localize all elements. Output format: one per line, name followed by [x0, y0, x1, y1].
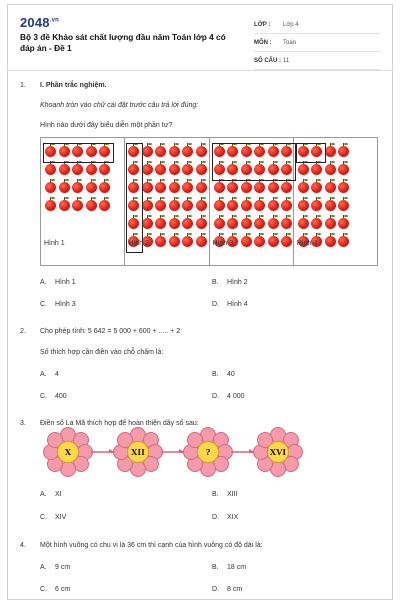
option-letter: A. [40, 279, 47, 286]
apple-icon [298, 164, 309, 175]
apple-icon [214, 182, 225, 193]
apple-icon [169, 146, 180, 157]
section-heading: I. Phần trắc nghiệm. [40, 82, 107, 89]
question-subtext: Số thích hợp cần điền vào chỗ chấm là: [40, 349, 164, 356]
selection-box [126, 143, 143, 253]
option-letter: D. [212, 301, 219, 308]
apple-icon [182, 164, 193, 175]
apple-icon [311, 182, 322, 193]
meta-row-count [254, 52, 380, 70]
option-text: 4 [55, 371, 59, 378]
question-text: Hình nào dưới đây biểu diễn một phần tư? [40, 122, 173, 129]
apple-icon [45, 164, 56, 175]
apple-icon [241, 218, 252, 229]
apple-icon [227, 182, 238, 193]
figure-4 [294, 138, 377, 265]
meta-value: 11 [283, 57, 290, 64]
apple-icon [59, 182, 70, 193]
selection-box [43, 143, 114, 163]
apple-icon [338, 200, 349, 211]
apple-icon [142, 218, 153, 229]
option-letter: D. [212, 393, 219, 400]
figures-table [40, 137, 378, 266]
instruction-text: Khoanh tròn vào chữ cái đặt trước câu trả lời đúng: [40, 102, 199, 109]
option-b[interactable] [212, 491, 238, 498]
selection-box [212, 143, 296, 181]
option-text: XI [55, 491, 62, 498]
question-text: Điền số La Mã thích hợp để hoàn thiện dãy số sau: [40, 420, 199, 427]
apple-icon [254, 200, 265, 211]
apple-icon [182, 236, 193, 247]
flower-numeral: ? [197, 441, 219, 463]
flower-2 [114, 428, 162, 476]
option-text: 40 [227, 371, 235, 378]
apple-icon [325, 236, 336, 247]
flower-numeral: XII [127, 441, 149, 463]
apple-icon [196, 146, 207, 157]
apple-icon [155, 218, 166, 229]
apple-icon [155, 164, 166, 175]
option-text: 9 cm [55, 564, 71, 571]
apple-icon [155, 146, 166, 157]
option-a[interactable] [40, 371, 59, 378]
arrow-icon [231, 449, 255, 453]
apple-icon [169, 218, 180, 229]
apple-icon [155, 182, 166, 193]
option-letter: C. [40, 393, 47, 400]
apple-icon [182, 218, 193, 229]
apple-icon [86, 182, 97, 193]
option-a[interactable] [40, 279, 76, 286]
apple-icon [325, 200, 336, 211]
option-text: Hình 1 [55, 279, 76, 286]
option-d[interactable] [212, 393, 245, 400]
apple-icon [268, 200, 279, 211]
meta-row-subject [254, 34, 380, 52]
option-c[interactable] [40, 514, 66, 521]
option-letter: B. [212, 564, 219, 571]
option-letter: D. [212, 586, 219, 593]
apple-icon [155, 236, 166, 247]
apple-icon [196, 218, 207, 229]
apple-icon [169, 236, 180, 247]
apple-icon [196, 236, 207, 247]
option-letter: B. [212, 371, 219, 378]
apple-icon [169, 182, 180, 193]
apple-icon [99, 200, 110, 211]
question-number: 1. [20, 82, 26, 89]
question-text: Một hình vuông có chu vi là 36 cm thì cạnh của hình vuông có độ dài là: [40, 542, 263, 549]
apple-icon [254, 182, 265, 193]
option-text: 400 [55, 393, 67, 400]
apple-icon [196, 182, 207, 193]
apple-icon [59, 200, 70, 211]
flower-1 [44, 428, 92, 476]
option-letter: C. [40, 586, 47, 593]
option-text: Hình 2 [227, 279, 248, 286]
apple-icon [298, 218, 309, 229]
apple-icon [338, 182, 349, 193]
option-c[interactable] [40, 586, 70, 593]
option-letter: A. [40, 491, 47, 498]
option-text: 6 cm [55, 586, 71, 593]
apple-icon [281, 218, 292, 229]
selection-box [296, 143, 326, 163]
option-b[interactable] [212, 564, 246, 571]
apple-icon [169, 164, 180, 175]
apple-icon [142, 200, 153, 211]
question-number: 2. [20, 328, 26, 335]
option-text: 18 cm [227, 564, 247, 571]
logo-text: 2048 [20, 15, 50, 30]
option-text: 8 cm [227, 586, 243, 593]
apple-icon [155, 200, 166, 211]
apple-icon [142, 146, 153, 157]
figure-1 [41, 138, 125, 265]
apple-icon [214, 200, 225, 211]
option-text: 4 000 [227, 393, 245, 400]
option-letter: A. [40, 371, 47, 378]
option-b[interactable] [212, 371, 235, 378]
apple-icon [311, 200, 322, 211]
apple-icon [254, 218, 265, 229]
apple-icon [241, 236, 252, 247]
figure-2 [125, 138, 209, 265]
apple-icon [142, 182, 153, 193]
meta-key: LỚP : [254, 21, 271, 28]
option-letter: B. [212, 279, 219, 286]
apple-icon [214, 218, 225, 229]
apple-icon [338, 236, 349, 247]
apple-icon [268, 182, 279, 193]
apple-icon [72, 200, 83, 211]
apple-icon [142, 164, 153, 175]
option-d[interactable] [212, 301, 248, 308]
apple-icon [311, 164, 322, 175]
apple-icon [325, 164, 336, 175]
option-d[interactable] [212, 514, 238, 521]
apple-icon [241, 200, 252, 211]
apple-icon [298, 200, 309, 211]
apple-icon [45, 182, 56, 193]
apple-icon [86, 200, 97, 211]
meta-row-class [254, 16, 380, 34]
flower-numeral: X [57, 441, 79, 463]
meta-key: SỐ CÂU : [254, 57, 281, 64]
question-number: 4. [20, 542, 26, 549]
apple-icon [45, 200, 56, 211]
apple-icon [196, 200, 207, 211]
apple-icon [196, 164, 207, 175]
meta-value: Lớp 4 [283, 21, 299, 28]
apple-icon [59, 164, 70, 175]
arrow-icon [91, 449, 115, 453]
header-divider [7, 70, 393, 71]
apple-icon [72, 182, 83, 193]
option-letter: C. [40, 514, 47, 521]
option-letter: A. [40, 564, 47, 571]
question-text: Cho phép tính: 5 642 = 5 000 + 600 + ..... + 2 [40, 328, 181, 335]
apple-icon [182, 146, 193, 157]
apple-icon [281, 182, 292, 193]
apple-icon [325, 146, 336, 157]
option-letter: D. [212, 514, 219, 521]
apple-icon [227, 200, 238, 211]
figure-label: Hình 2 [128, 240, 149, 247]
option-a[interactable] [40, 564, 70, 571]
apple-icon [241, 182, 252, 193]
apple-icon [254, 236, 265, 247]
option-b[interactable] [212, 279, 248, 286]
figure-label: Hình 3 [212, 240, 234, 247]
apple-icon [311, 218, 322, 229]
logo-suffix: .vn [49, 17, 60, 24]
page-title: Bộ 3 đề Khảo sát chất lượng đầu năm Toán lớp 4 có đáp án - Đề 1 [20, 32, 226, 53]
option-text: XIX [227, 514, 239, 521]
option-letter: B. [212, 491, 219, 498]
apple-icon [86, 164, 97, 175]
option-d[interactable] [212, 586, 242, 593]
apple-icon [268, 218, 279, 229]
apple-icon [281, 236, 292, 247]
question-number: 3. [20, 420, 26, 427]
arrow-icon [161, 449, 185, 453]
figure-3 [210, 138, 294, 265]
option-text: XIV [55, 514, 67, 521]
option-c[interactable] [40, 301, 76, 308]
option-text: Hình 4 [227, 301, 248, 308]
apple-icon [325, 218, 336, 229]
option-letter: C. [40, 301, 47, 308]
figure-label: Hình 4 [296, 240, 318, 247]
meta-table [254, 16, 380, 70]
apple-icon [72, 164, 83, 175]
apple-icon [268, 236, 279, 247]
apple-icon [298, 182, 309, 193]
apple-icon [169, 200, 180, 211]
flower-numeral: XVI [267, 441, 289, 463]
option-a[interactable] [40, 491, 62, 498]
option-c[interactable] [40, 393, 67, 400]
figure-label: Hình 1 [44, 240, 65, 247]
apple-icon [281, 200, 292, 211]
flower-3 [184, 428, 232, 476]
roman-numeral-sequence [44, 428, 304, 480]
apple-icon [338, 218, 349, 229]
apple-icon [99, 182, 110, 193]
apple-icon [182, 182, 193, 193]
option-text: Hình 3 [55, 301, 76, 308]
apple-icon [338, 164, 349, 175]
apple-icon [227, 218, 238, 229]
meta-key: MÔN : [254, 39, 272, 46]
apple-icon [182, 200, 193, 211]
site-logo[interactable] [20, 15, 59, 30]
meta-value: Toán [283, 39, 297, 46]
apple-icon [325, 182, 336, 193]
option-text: XIII [227, 491, 238, 498]
apple-icon [338, 146, 349, 157]
flower-4 [254, 428, 302, 476]
apple-icon [99, 164, 110, 175]
